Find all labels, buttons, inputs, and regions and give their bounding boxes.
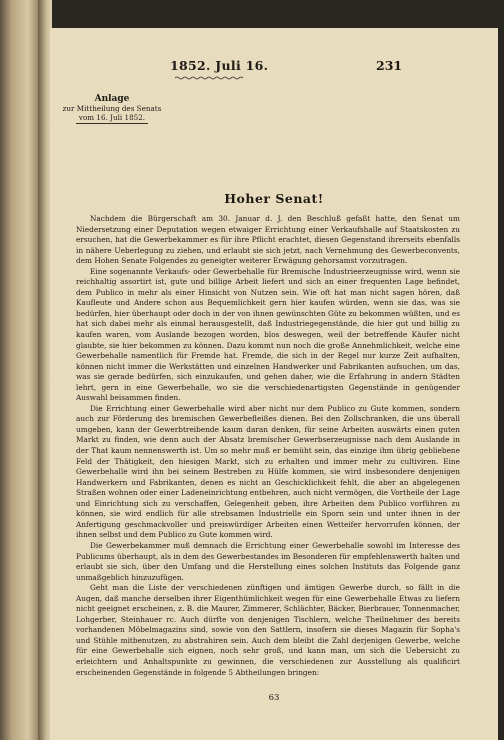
paragraph: Die Errichtung einer Gewerbehalle wird aber nicht nur dem Publico zu Gute kommen, sondern auch zur Förderung des bremischen Gewerbefleißes dienen. Bei den Zollschranken, die uns überall umgeben, kann der Gewerbtreibende kaum daran denken, für seine Arbeiten auswärts einen guten Markt zu finden, wie denn auch der Absatz bremischer Gewerbserzeugnisse nach dem Auslande in der That kaum nennenswerth ist. Um so mehr muß er bemüht sein, das einzige ihm übrig gebliebene Feld der Thätigkeit, den hiesigen Markt, sich zu erhalten und immer mehr zu cultiviren. Eine Gewerbehalle wird ihn bei seinem Bestreben zu Hülfe kommen, sie wird insbesondere denjenigen Handwerkern und Fabrikanten, denen es nicht an Geschicklichkeit fehlt, die aber an abgelegenen Straßen wohnen oder einer Ladeneinrichtung entbehren, auch nicht vermögen, die Vortheile der Lage und Einrichtung sich zu verschaffen, Gelegenheit geben, ihre Arbeiten dem Publico vorführen zu können, sie wird endlich für alle strebsamen Industrielle ein Sporn sein und unter ihnen in der Anfertigung geschmackvoller und preiswürdiger Arbeiten einen Wetteifer hervorrufen können, der ihnen selbst und dem Publico zu Gute kommen wird. <box>76 403 460 540</box>
salutation: Hoher Senat! <box>224 191 324 206</box>
letter-body <box>76 214 460 678</box>
paragraph: Geht man die Liste der verschiedenen zünftigen und ämtigen Gewerbe durch, so fällt in die Augen, daß manche derselben ihrer Eigenthümlichkeit wegen für eine Gewerbehalle Etwas zu liefern nicht geeignet erscheinen, z. B. die Maurer, Zimmerer, Schlächter, Bäcker, Bierbrauer, Tonnenmacher, Lohgerber, Steinhauer rc. Auch dürfte von denjenigen Tischlern, welche Theilnehmer des bereits vorhandenen Möbelmagazins sind, sowie von den Sattlern, insofern sie dieses Magazin für Sopha's und Stühle mitbenutzen, zu abstrahiren sein. Auch dem bleibt die Zahl derjenigen Gewerbe, welche für eine Gewerbehalle sich eignen, noch sehr groß, und kann man, um sich die Uebersicht zu erleichtern und Anhaltspunkte zu gewinnen, die verschiedenen zur Ausstellung als qualificirt erscheinenden Gegenstände in folgende 5 Abtheilungen bringen: <box>76 583 460 677</box>
header-date: 1852. Juli 16. <box>170 58 269 73</box>
page-header <box>50 58 498 76</box>
annex-line-1: zur Mittheilung des Senats <box>62 104 162 113</box>
paragraph: Die Gewerbekammer muß demnach die Errichtung einer Gewerbehalle sowohl im Interesse des Publicums überhaupt, als in dem des Gewerbestandes im Besonderen für empfehlenswerth halten und erlaubt sie sich, über den Umfang und die Herstellung eines solchen Instituts das Folgende ganz unmaßgeblich hinzuzufügen. <box>76 540 460 582</box>
ornament-rule <box>175 76 245 80</box>
annex-title: Anlage <box>94 94 130 104</box>
annex-note <box>62 94 162 124</box>
paragraph: Eine sogenannte Verkaufs- oder Gewerbehalle für Bremische Industrieerzeugnisse wird, wenn sie reichhaltig assortirt ist, gute und billige Arbeit liefert und sich an einer frequenten Lage befindet, dem Publico in mehr als einer Hinsicht von Nutzen sein. Wie oft hat man nicht sagen hören, daß Kaufleute und Andere schon aus Bequemlichkeit gern hier kaufen würden, wenn sie das, was sie bedürfen, hier überhaupt oder doch in der von ihnen gewünschten Güte zu bekommen wüßten, und es hat sich dabei mehr als einmal herausgestellt, daß Industriegegenstände, die hier gut und billig zu kaufen waren, vom Auslande bezogen worden, blos deswegen, weil der betreffende Käufer nicht glaubte, sie hier bekommen zu können. Dazu kommt nun noch die große Annehmlichkeit, welche eine Gewerbehalle namentlich für Fremde hat. Fremde, die sich in der Regel nur kurze Zeit aufhalten, können nicht immer die Werkstätten und einzelnen Handwerker und Fabrikanten aufsuchen, um das, was sie gerade bedürfen, sich einzukaufen, und gehen daher, wie die Erfahrung in andern Städten lehrt, gern in eine Gewerbehalle, wo sie die verschiedenartigsten Gegenstände in genügender Auswahl beisammen finden. <box>76 266 460 403</box>
paragraph: Nachdem die Bürgerschaft am 30. Januar d. J. den Beschluß gefaßt hatte, den Senat um Niedersetzung einer Deputation wegen etwaiger Errichtung einer Verkaufshalle auf Staatskosten zu ersuchen, hat die Gewerbekammer es für ihre Pflicht erachtet, diesen Gegenstand ihrerseits ebenfalls in nähere Ueberlegung zu ziehen, und erlaubt sie sich jetzt, nach Vernehmung des Gewerbeconvents, dem Hohen Senate Folgendes zu geneigter weiterer Erwägung gehorsamst vorzutragen. <box>76 214 460 266</box>
page-number: 231 <box>376 58 403 73</box>
annex-line-2: vom 16. Juli 1852. <box>78 113 146 122</box>
document-page <box>50 28 498 740</box>
adjacent-page-edge <box>0 0 40 740</box>
annex-underline <box>76 123 148 124</box>
signature-number: 63 <box>268 693 280 703</box>
